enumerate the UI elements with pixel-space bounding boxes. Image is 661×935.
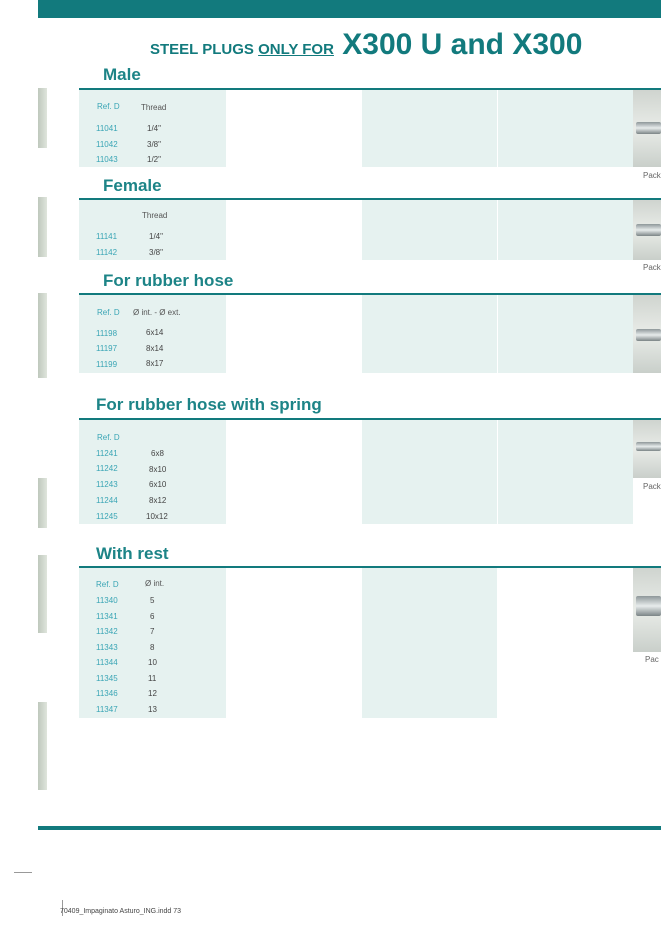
ref-code: 11043 — [96, 155, 118, 164]
size-value: 10x12 — [146, 512, 168, 521]
ref-code: 11245 — [96, 512, 118, 521]
ref-code: 11244 — [96, 496, 118, 505]
plug-image — [636, 329, 661, 341]
diameter-value: 7 — [150, 627, 155, 636]
pack-label: Pack — [643, 171, 661, 180]
column-header-inner-diameter: Ø int. — [145, 579, 165, 588]
plug-image — [636, 224, 661, 236]
diameter-value: 10 — [148, 658, 157, 667]
column-header-thread: Thread — [142, 211, 168, 220]
size-value: 6x10 — [149, 480, 167, 489]
section-heading-rubber-hose: For rubber hose — [103, 271, 234, 290]
table-band — [498, 420, 633, 524]
diameter-value: 8 — [150, 643, 155, 652]
ref-code: 11343 — [96, 643, 118, 652]
section-heading-rubber-hose-spring: For rubber hose with spring — [96, 395, 322, 414]
size-value: 6x8 — [151, 449, 164, 458]
side-photo-strip — [38, 555, 47, 633]
column-header-thread: Thread — [141, 103, 167, 112]
ref-code: 11342 — [96, 627, 118, 636]
footer-file-label: 70409_Impaginato Asturo_ING.indd 73 — [60, 908, 182, 915]
ref-code: 11345 — [96, 674, 118, 683]
ref-code: 11199 — [96, 360, 118, 369]
thread-value: 3/8" — [149, 248, 163, 257]
table-band — [362, 200, 497, 260]
ref-code: 11141 — [96, 232, 118, 241]
product-photo — [633, 200, 661, 260]
ref-code: 11340 — [96, 596, 118, 605]
column-header-ref: Ref. D — [97, 102, 120, 111]
product-photo — [633, 420, 661, 478]
diameter-value: 6 — [150, 612, 155, 621]
ref-code: 11142 — [96, 248, 118, 257]
product-photo — [633, 568, 661, 652]
plug-image — [636, 442, 661, 451]
ref-code: 11042 — [96, 140, 118, 149]
column-header-ref: Ref. D — [96, 580, 119, 589]
diameter-value: 11 — [148, 674, 157, 683]
ref-code: 11241 — [96, 449, 118, 458]
plug-image — [636, 596, 661, 616]
size-value: 8x12 — [149, 496, 167, 505]
column-header-ref: Ref. D — [97, 308, 120, 317]
ref-code: 11197 — [96, 344, 118, 353]
ref-code: 11346 — [96, 689, 118, 698]
table-band — [362, 295, 497, 373]
table-band — [498, 295, 633, 373]
bottom-color-bar — [38, 826, 661, 830]
diameter-value: 12 — [148, 689, 157, 698]
size-value: 8x14 — [146, 344, 164, 353]
size-value: 8x10 — [149, 465, 167, 474]
title-part-2: ONLY FOR — [258, 41, 334, 58]
thread-value: 1/4" — [147, 124, 161, 133]
side-photo-strip — [38, 88, 47, 148]
column-header-diameters: Ø int. - Ø ext. — [133, 308, 181, 317]
ref-code: 11242 — [96, 464, 118, 473]
size-value: 8x17 — [146, 359, 164, 368]
ref-code: 11243 — [96, 480, 118, 489]
section-heading-female: Female — [103, 176, 162, 195]
table-band — [362, 568, 497, 718]
margin-mark — [14, 872, 32, 873]
pack-label: Pack — [643, 482, 661, 491]
section-heading-with-rest: With rest — [96, 544, 169, 563]
side-photo-strip — [38, 197, 47, 257]
top-color-bar — [38, 0, 661, 18]
thread-value: 1/4" — [149, 232, 163, 241]
ref-code: 11347 — [96, 705, 118, 714]
page-title — [150, 28, 582, 62]
ref-code: 11344 — [96, 658, 118, 667]
table-band — [362, 90, 497, 167]
product-photo — [633, 295, 661, 373]
pack-label: Pack — [643, 263, 661, 272]
diameter-value: 13 — [148, 705, 157, 714]
title-part-1: STEEL PLUGS — [150, 41, 259, 58]
ref-code: 11041 — [96, 124, 118, 133]
product-photo — [633, 90, 661, 167]
title-part-3: X300 U and X300 — [333, 28, 583, 61]
table-band — [498, 200, 633, 260]
ref-code: 11198 — [96, 329, 118, 338]
pack-label: Pac — [645, 655, 659, 664]
side-photo-strip — [38, 702, 47, 790]
diameter-value: 5 — [150, 596, 155, 605]
ref-code: 11341 — [96, 612, 118, 621]
column-header-ref: Ref. D — [97, 433, 120, 442]
thread-value: 1/2" — [147, 155, 161, 164]
table-band — [362, 420, 497, 524]
table-band — [498, 90, 633, 167]
side-photo-strip — [38, 478, 47, 528]
size-value: 6x14 — [146, 328, 164, 337]
plug-image — [636, 122, 661, 134]
side-photo-strip — [38, 293, 47, 378]
section-heading-male: Male — [103, 65, 141, 84]
thread-value: 3/8" — [147, 140, 161, 149]
